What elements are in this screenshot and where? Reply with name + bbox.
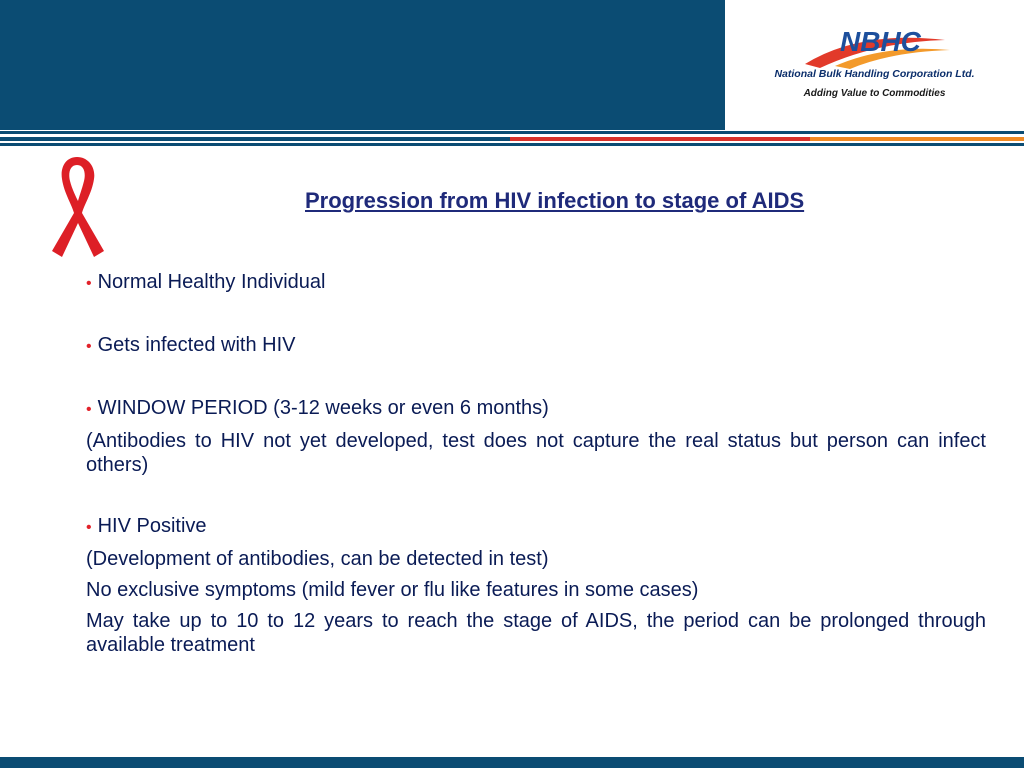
- header-stripe-red: [510, 137, 810, 141]
- bullet-text: WINDOW PERIOD (3-12 weeks or even 6 months): [97, 397, 549, 419]
- header-stripe: [0, 143, 1024, 146]
- bullet-text: Gets infected with HIV: [97, 334, 296, 356]
- header-stripe: [0, 137, 510, 141]
- bullet-icon: •: [86, 338, 92, 355]
- bullet-text: Normal Healthy Individual: [97, 271, 326, 293]
- header-stripe: [0, 131, 1024, 134]
- detail-text: (Development of antibodies, can be detected in test): [86, 548, 549, 570]
- bullet-icon: •: [86, 401, 92, 418]
- bullet-icon: •: [86, 275, 92, 292]
- slide-content: [86, 270, 986, 657]
- company-tagline: Adding Value to Commodities: [803, 88, 946, 99]
- slide-title: Progression from HIV infection to stage of AIDS: [305, 188, 805, 213]
- header-band: [0, 0, 725, 130]
- list-item: [86, 270, 986, 296]
- list-item: [86, 514, 986, 540]
- detail-text: (Antibodies to HIV not yet developed, test does not capture the real status but person can infect others): [86, 430, 986, 476]
- list-item: [86, 396, 986, 422]
- red-ribbon-icon: [44, 153, 110, 261]
- nbhc-logo-icon: [765, 20, 965, 70]
- company-logo: [725, 0, 1024, 130]
- footer-bar: [0, 757, 1024, 768]
- header-stripe-orange: [810, 137, 1024, 141]
- company-name: National Bulk Handling Corporation Ltd.: [774, 68, 975, 80]
- bullet-icon: •: [86, 519, 92, 536]
- logo-mark-text: NBHC: [840, 26, 921, 57]
- bullet-text: HIV Positive: [97, 515, 207, 537]
- detail-text: May take up to 10 to 12 years to reach the stage of AIDS, the period can be prolonged through available treatment: [86, 610, 986, 656]
- detail-text: No exclusive symptoms (mild fever or flu like features in some cases): [86, 579, 699, 601]
- list-item: [86, 333, 986, 359]
